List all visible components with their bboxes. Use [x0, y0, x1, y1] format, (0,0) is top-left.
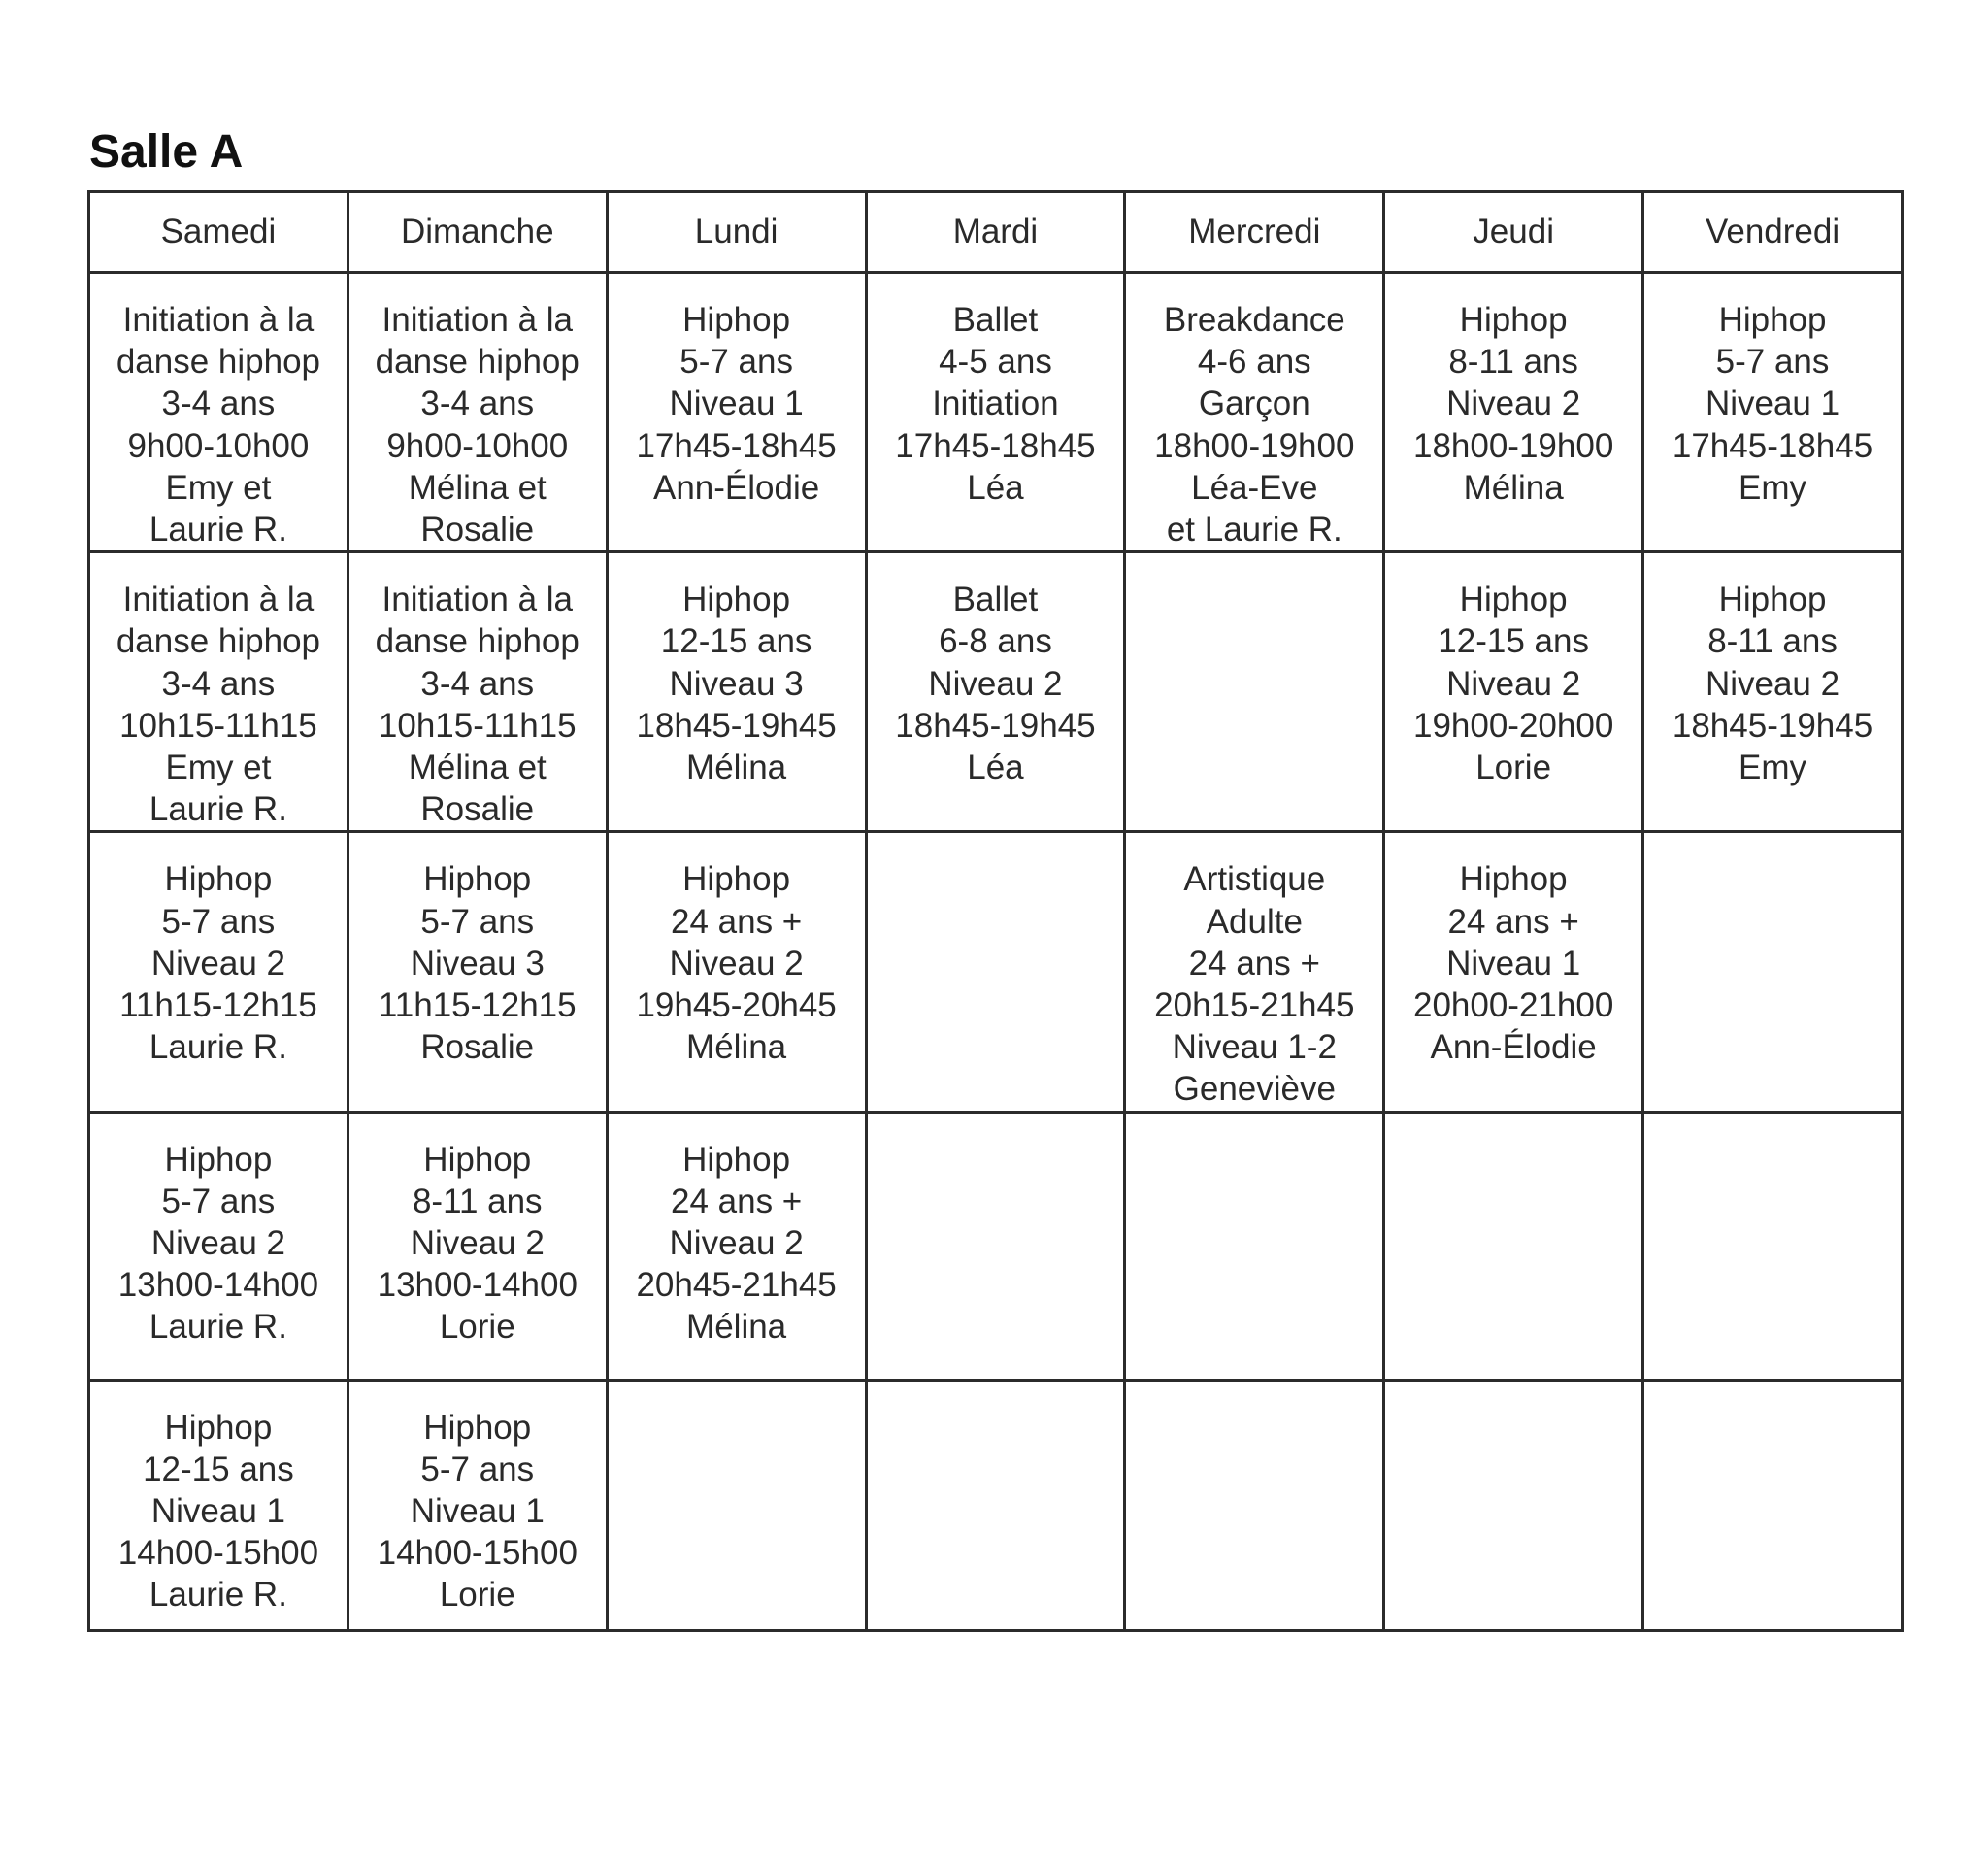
class-cell-line: Niveau 1 — [1705, 384, 1840, 423]
class-cell-line: Niveau 1-2 — [1172, 1028, 1337, 1067]
class-cell-line: 9h00-10h00 — [127, 426, 310, 465]
class-cell-mercredi — [1125, 273, 1384, 552]
class-cell-mercredi — [1125, 552, 1384, 832]
header-row — [89, 192, 1903, 273]
class-cell-line: 5-7 ans — [1715, 343, 1830, 382]
class-cell-jeudi — [1384, 273, 1643, 552]
class-cell-line: Mélina — [686, 749, 787, 787]
class-cell-vendredi — [1643, 552, 1903, 832]
class-cell-line: 24 ans + — [670, 1182, 803, 1220]
class-cell-line: Léa-Eve — [1191, 468, 1318, 507]
class-cell-line: 20h00-21h00 — [1412, 986, 1614, 1025]
class-cell-lundi — [607, 1112, 866, 1380]
class-cell-line: 4-5 ans — [939, 343, 1052, 382]
class-cell-line: 24 ans + — [1447, 902, 1579, 941]
class-cell-line: Laurie R. — [149, 511, 287, 550]
class-cell-line: Mélina et — [408, 749, 547, 787]
class-cell-line: Hiphop — [423, 860, 532, 899]
class-cell-line: Niveau 2 — [1446, 384, 1581, 423]
class-cell-line: Rosalie — [420, 511, 535, 550]
class-cell-line: 5-7 ans — [420, 902, 535, 941]
class-cell-line: Hiphop — [1459, 581, 1568, 619]
class-cell-line: Hiphop — [682, 860, 791, 899]
class-cell-line: 18h45-19h45 — [636, 706, 837, 745]
class-cell-line: 24 ans + — [1188, 944, 1320, 982]
class-cell-line: et Laurie R. — [1166, 511, 1342, 550]
class-cell-line: Rosalie — [420, 790, 535, 829]
class-cell-line: Laurie R. — [149, 1576, 287, 1615]
class-cell-line: Garçon — [1198, 384, 1310, 423]
class-cell-line: 5-7 ans — [679, 343, 793, 382]
class-cell-line: 13h00-14h00 — [377, 1266, 578, 1305]
class-cell-line: 20h15-21h45 — [1154, 986, 1355, 1025]
class-cell-line: 6-8 ans — [939, 622, 1052, 661]
class-cell-line: 3-4 ans — [420, 664, 535, 703]
class-cell-line: 11h15-12h15 — [378, 986, 577, 1025]
class-cell-line: danse hiphop — [375, 343, 580, 382]
class-cell-dimanche — [348, 552, 607, 832]
class-cell-line: 3-4 ans — [161, 664, 276, 703]
class-cell-mercredi — [1125, 832, 1384, 1112]
class-cell-line: Hiphop — [164, 1408, 273, 1447]
class-cell-line: 12-15 ans — [660, 622, 812, 661]
class-cell-line: 12-15 ans — [1438, 622, 1589, 661]
class-cell-dimanche — [348, 832, 607, 1112]
class-cell-lundi — [607, 832, 866, 1112]
class-cell-line: Léa — [967, 749, 1024, 787]
class-cell-line: Rosalie — [420, 1028, 535, 1067]
class-cell-line: Hiphop — [1459, 860, 1568, 899]
class-cell-line: 19h00-20h00 — [1412, 706, 1614, 745]
class-cell-line: 14h00-15h00 — [377, 1534, 578, 1573]
class-cell-line: Laurie R. — [149, 1308, 287, 1347]
class-cell-samedi — [89, 273, 348, 552]
class-cell-line: danse hiphop — [116, 622, 321, 661]
class-cell-line: Hiphop — [423, 1408, 532, 1447]
class-cell-mercredi — [1125, 1380, 1384, 1630]
class-cell-line: 18h45-19h45 — [895, 706, 1096, 745]
table-row — [89, 273, 1903, 552]
class-cell-line: Adulte — [1206, 902, 1303, 941]
class-cell-line: Niveau 1 — [1446, 944, 1581, 982]
class-cell-samedi — [89, 1112, 348, 1380]
class-cell-line: Niveau 3 — [669, 664, 804, 703]
class-cell-line: Ballet — [952, 301, 1039, 339]
class-cell-line: 13h00-14h00 — [117, 1266, 319, 1305]
class-cell-jeudi — [1384, 1380, 1643, 1630]
class-cell-line: 17h45-18h45 — [895, 426, 1096, 465]
class-cell-line: Niveau 2 — [1705, 664, 1840, 703]
class-cell-jeudi — [1384, 832, 1643, 1112]
class-cell-line: Hiphop — [164, 860, 273, 899]
class-cell-mardi — [866, 273, 1125, 552]
class-cell-line: 3-4 ans — [420, 384, 535, 423]
class-cell-line: Emy — [1739, 468, 1807, 507]
class-cell-line: 5-7 ans — [161, 1182, 276, 1220]
day-header-dimanche: Dimanche — [348, 192, 607, 273]
class-cell-jeudi — [1384, 1112, 1643, 1380]
class-cell-line: Ballet — [952, 581, 1039, 619]
class-cell-line: Initiation à la — [381, 301, 574, 339]
class-cell-line: Léa — [967, 468, 1024, 507]
class-cell-line: Lorie — [439, 1308, 515, 1347]
class-cell-line: Emy — [1739, 749, 1807, 787]
day-header-lundi: Lundi — [607, 192, 866, 273]
class-cell-line: Hiphop — [682, 581, 791, 619]
page-title: Salle A — [89, 126, 244, 178]
class-cell-line: 14h00-15h00 — [117, 1534, 319, 1573]
schedule-body — [89, 273, 1903, 1631]
class-cell-mardi — [866, 552, 1125, 832]
class-cell-line: 4-6 ans — [1197, 343, 1311, 382]
class-cell-line: Ann-Élodie — [652, 468, 820, 507]
class-cell-mercredi — [1125, 1112, 1384, 1380]
schedule-table — [87, 190, 1904, 1632]
class-cell-line: Emy et — [165, 749, 272, 787]
class-cell-line: 8-11 ans — [1448, 343, 1578, 382]
class-cell-line: 11h15-12h15 — [119, 986, 317, 1025]
table-row — [89, 1112, 1903, 1380]
class-cell-line: Lorie — [1475, 749, 1552, 787]
class-cell-vendredi — [1643, 1112, 1903, 1380]
class-cell-vendredi — [1643, 273, 1903, 552]
class-cell-dimanche — [348, 1380, 607, 1630]
class-cell-line: 8-11 ans — [412, 1182, 543, 1220]
day-header-vendredi: Vendredi — [1643, 192, 1903, 273]
class-cell-mardi — [866, 1380, 1125, 1630]
class-cell-vendredi — [1643, 1380, 1903, 1630]
class-cell-line: Emy et — [165, 468, 272, 507]
table-row — [89, 832, 1903, 1112]
class-cell-lundi — [607, 552, 866, 832]
day-header-mardi: Mardi — [866, 192, 1125, 273]
class-cell-line: Breakdance — [1163, 301, 1345, 339]
class-cell-line: Niveau 2 — [410, 1224, 545, 1263]
table-row — [89, 1380, 1903, 1630]
class-cell-line: Niveau 2 — [150, 1224, 285, 1263]
class-cell-line: 19h45-20h45 — [636, 986, 837, 1025]
class-cell-line: Niveau 1 — [410, 1492, 545, 1531]
class-cell-line: Initiation — [932, 384, 1059, 423]
class-cell-vendredi — [1643, 832, 1903, 1112]
class-cell-line: 24 ans + — [670, 902, 803, 941]
class-cell-jeudi — [1384, 552, 1643, 832]
class-cell-line: Niveau 2 — [150, 944, 285, 982]
class-cell-line: 18h00-19h00 — [1412, 426, 1614, 465]
class-cell-line: Niveau 2 — [669, 1224, 804, 1263]
class-cell-samedi — [89, 832, 348, 1112]
class-cell-line: 3-4 ans — [161, 384, 276, 423]
class-cell-line: 18h00-19h00 — [1154, 426, 1355, 465]
class-cell-line: 18h45-19h45 — [1672, 706, 1873, 745]
class-cell-line: Laurie R. — [149, 1028, 287, 1067]
class-cell-line: 10h15-11h15 — [378, 706, 577, 745]
class-cell-line: 17h45-18h45 — [636, 426, 837, 465]
class-cell-line: Initiation à la — [122, 581, 315, 619]
class-cell-mardi — [866, 832, 1125, 1112]
class-cell-dimanche — [348, 273, 607, 552]
class-cell-line: Niveau 1 — [150, 1492, 285, 1531]
class-cell-line: 10h15-11h15 — [119, 706, 317, 745]
class-cell-line: Mélina — [686, 1308, 787, 1347]
class-cell-line: danse hiphop — [375, 622, 580, 661]
class-cell-line: Lorie — [439, 1576, 515, 1615]
class-cell-line: Initiation à la — [381, 581, 574, 619]
class-cell-line: Geneviève — [1173, 1070, 1336, 1109]
class-cell-line: 5-7 ans — [161, 902, 276, 941]
class-cell-line: Mélina — [686, 1028, 787, 1067]
class-cell-line: Hiphop — [1718, 301, 1827, 339]
class-cell-mardi — [866, 1112, 1125, 1380]
class-cell-line: Ann-Élodie — [1430, 1028, 1597, 1067]
class-cell-line: Initiation à la — [122, 301, 315, 339]
class-cell-line: Niveau 1 — [669, 384, 804, 423]
class-cell-dimanche — [348, 1112, 607, 1380]
class-cell-line: Artistique — [1183, 860, 1326, 899]
class-cell-line: 17h45-18h45 — [1672, 426, 1873, 465]
class-cell-line: Mélina — [1463, 468, 1564, 507]
class-cell-line: Hiphop — [423, 1140, 532, 1179]
class-cell-line: danse hiphop — [116, 343, 321, 382]
class-cell-line: Mélina et — [408, 468, 547, 507]
class-cell-line: Niveau 2 — [669, 944, 804, 982]
class-cell-line: 5-7 ans — [420, 1449, 535, 1488]
class-cell-line: Laurie R. — [149, 790, 287, 829]
class-cell-line: Hiphop — [164, 1140, 273, 1179]
class-cell-line: 20h45-21h45 — [636, 1266, 837, 1305]
class-cell-line: 8-11 ans — [1707, 622, 1838, 661]
class-cell-line: Hiphop — [682, 301, 791, 339]
day-header-samedi: Samedi — [89, 192, 348, 273]
class-cell-line: Niveau 3 — [410, 944, 545, 982]
class-cell-samedi — [89, 552, 348, 832]
class-cell-lundi — [607, 273, 866, 552]
class-cell-lundi — [607, 1380, 866, 1630]
class-cell-samedi — [89, 1380, 348, 1630]
class-cell-line: Niveau 2 — [1446, 664, 1581, 703]
day-header-mercredi: Mercredi — [1125, 192, 1384, 273]
day-header-jeudi: Jeudi — [1384, 192, 1643, 273]
class-cell-line: 12-15 ans — [143, 1449, 294, 1488]
class-cell-line: Hiphop — [1718, 581, 1827, 619]
class-cell-line: Niveau 2 — [928, 664, 1063, 703]
class-cell-line: Hiphop — [1459, 301, 1568, 339]
class-cell-line: Hiphop — [682, 1140, 791, 1179]
table-row — [89, 552, 1903, 832]
class-cell-line: 9h00-10h00 — [386, 426, 569, 465]
